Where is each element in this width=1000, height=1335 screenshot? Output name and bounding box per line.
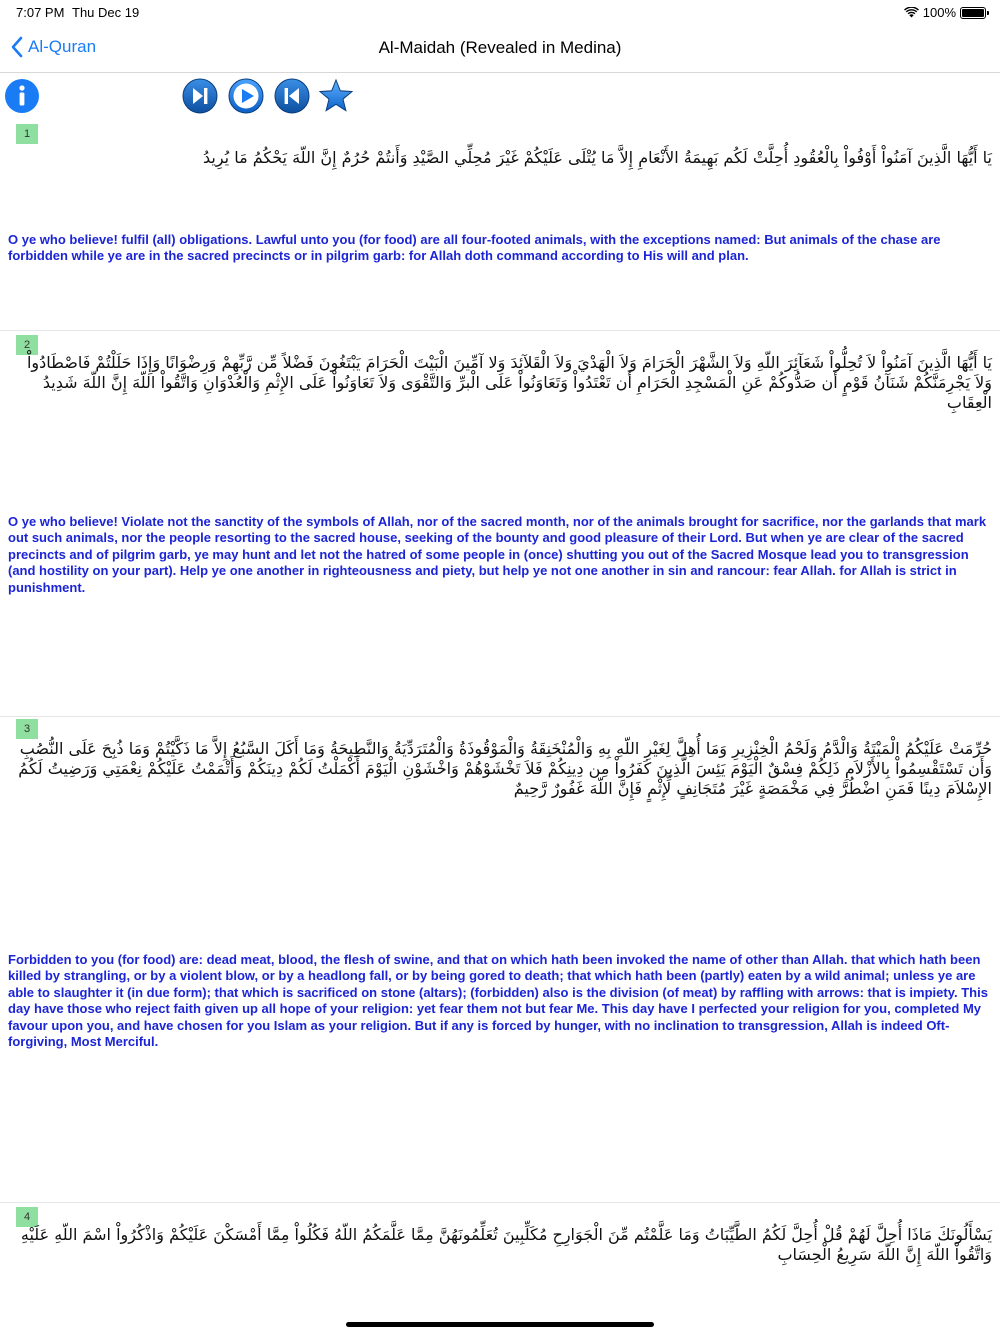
battery-icon: [960, 7, 986, 19]
status-right: [904, 5, 986, 20]
verse-translation: O ye who believe! Violate not the sanctity of the symbols of Allah, nor of the sacred month, nor of the animals brought for sacrifice, nor the garlands that mark out such animals, nor the people resorting to the sacred house, seeking of the bounty and good pleasure of their Lord. But when ye are clear of the sacred precincts and of pilgrim garb, ye may hunt and let not the hatred of some people in (once) shutting you out of the Sacred Mosque lead you to transgression (and hostility on your part). Help ye one another in righteousness and piety, but help ye not one another in sin and rancour: fear Allah. for Allah is strict in punishment.: [8, 514, 987, 595]
star-icon[interactable]: [318, 78, 354, 114]
status-time: 7:07 PM: [16, 5, 65, 20]
verse-translation: Forbidden to you (for food) are: dead meat, blood, the flesh of swine, and that on which hath been invoked the name of other than Allah. that which hath been killed by strangling, or by a violent blow, or by a headlong fall, or by being gored to death; that which hath been (partly) eaten by a wild animal; unless ye are able to slaughter it (in due form); that which is sacrificed on stone (altars); (forbidden) also is the division (of meat) by raffling with arrows: that is impiety. This day have those who reject faith given up all hope of your religion: yet fear them not but fear Me. This day have I perfected your religion for you, completed My favour upon you, and have chosen for you Islam as your religion. But if any is forced by hunger, with no inclination to transgression, Allah is indeed Oft-forgiving, Most Merciful.: [8, 952, 988, 1050]
verse-item[interactable]: [0, 122, 1000, 330]
toolbar: [0, 76, 1000, 118]
status-bar: [0, 0, 1000, 26]
home-indicator[interactable]: [346, 1322, 654, 1327]
page-title: Al-Maidah (Revealed in Medina): [378, 38, 622, 57]
verse-number-badge: 3: [16, 719, 38, 739]
skip-back-icon[interactable]: [274, 78, 310, 114]
verse-arabic-text: حُرِّمَتْ عَلَيْكُمُ الْمَيْتَةُ وَالْدَّمُ وَلَحْمُ الْخِنْزِيرِ وَمَا أُهِلَّ لِغَيْرِ اللّهِ بِهِ وَالْمُنْخَنِقَةُ وَالْمَوْقُوذَةُ وَالْمُتَرَدِّيَةُ وَالنَّطِيحَةُ وَمَا أَكَلَ السَّبُعُ إِلاَّ مَا ذَكَّيْتُمْ وَمَا ذُبِحَ عَلَى النُّصُبِ وَأَن تَسْتَقْسِمُواْ بِالأَزْلاَمِ ذَلِكُمْ فِسْقٌ الْيَوْمَ يَئِسَ الَّذِينَ كَفَرُواْ مِن دِينِكُمْ فَلاَ تَخْشَوْهُمْ وَاخْشَوْنِ الْيَوْمَ أَكْمَلْتُ لَكُمْ دِينَكُمْ وَأَتْمَمْتُ عَلَيْكُمْ نِعْمَتِي وَرَضِيتُ لَكُمُ الإِسْلاَمَ دِينًا فَمَنِ اضْطُرَّ فِي مَخْمَصَةٍ غَيْرَ مُتَجَانِفٍ لِّإِثْمٍ فَإِنَّ اللّهَ غَفُورٌ رَّحِيمٌ: [18, 739, 992, 798]
verse-item[interactable]: [0, 716, 1000, 1203]
verse-number-badge: 4: [16, 1207, 38, 1227]
verse-number-badge: 2: [16, 335, 38, 355]
verse-item[interactable]: [0, 1202, 1000, 1335]
verse-number-badge: 1: [16, 124, 38, 144]
verse-arabic-text: يَسْأَلُونَكَ مَاذَا أُحِلَّ لَهُمْ قُلْ أُحِلَّ لَكُمُ الطَّيِّبَاتُ وَمَا عَلَّمْتُم مِّنَ الْجَوَارِحِ مُكَلِّبِينَ تُعَلِّمُونَهُنَّ مِمَّا عَلَّمَكُمُ اللّهُ فَكُلُواْ مِمَّا أَمْسَكْنَ عَلَيْكُمْ وَاذْكُرُواْ اسْمَ اللّهِ عَلَيْهِ وَاتَّقُواْ اللّهَ إِنَّ اللّهَ سَرِيعُ الْحِسَابِ: [20, 1225, 992, 1264]
verse-arabic-text: يَا أَيُّهَا الَّذِينَ آمَنُواْ أَوْفُواْ بِالْعُقُودِ أُحِلَّتْ لَكُم بَهِيمَةُ الأَنْعَامِ إِلاَّ مَا يُتْلَى عَلَيْكُمْ غَيْرَ مُحِلِّي الصَّيْدِ وَأَنتُمْ حُرُمٌ إِنَّ اللّهَ يَحْكُمُ مَا يُرِيدُ: [202, 148, 992, 167]
verse-item[interactable]: [0, 330, 1000, 717]
wifi-icon: [904, 7, 919, 18]
back-label: Al-Quran: [28, 37, 97, 56]
info-icon[interactable]: [4, 78, 40, 114]
navigation-bar: [0, 26, 1000, 73]
verse-translation: O ye who believe! fulfil (all) obligations. Lawful unto you (for food) are all four-footed animals, with the exceptions named: But animals of the chase are forbidden while ye are in the sacred precincts or in pilgrim garb: for Allah doth command according to His will and plan.: [8, 232, 941, 264]
play-icon[interactable]: [228, 78, 264, 114]
battery-percent: 100%: [922, 5, 956, 20]
skip-forward-icon[interactable]: [182, 78, 218, 114]
verse-arabic-text: يَا أَيُّهَا الَّذِينَ آمَنُواْ لاَ تُحِلُّواْ شَعَآئِرَ اللّهِ وَلاَ الشَّهْرَ الْحَرَامَ وَلاَ الْهَدْيَ وَلاَ الْقَلآئِدَ وَلا آمِّينَ الْبَيْتَ الْحَرَامَ يَبْتَغُونَ فَضْلاً مِّن رَّبِّهِمْ وَرِضْوَانًا وَإِذَا حَلَلْتُمْ فَاصْطَادُواْ وَلاَ يَجْرِمَنَّكُمْ شَنَآنُ قَوْمٍ أَن صَدُّوكُمْ عَنِ الْمَسْجِدِ الْحَرَامِ أَن تَعْتَدُواْ وَتَعَاوَنُواْ عَلَى الْبرِّ وَالتَّقْوَى وَلاَ تَعَاوَنُواْ عَلَى الإِثْمِ وَالْعُدْوَانِ وَاتَّقُواْ اللّهَ إِنَّ اللّهَ شَدِيدُ الْعِقَابِ: [26, 353, 992, 412]
status-date: Thu Dec 19: [72, 5, 140, 20]
